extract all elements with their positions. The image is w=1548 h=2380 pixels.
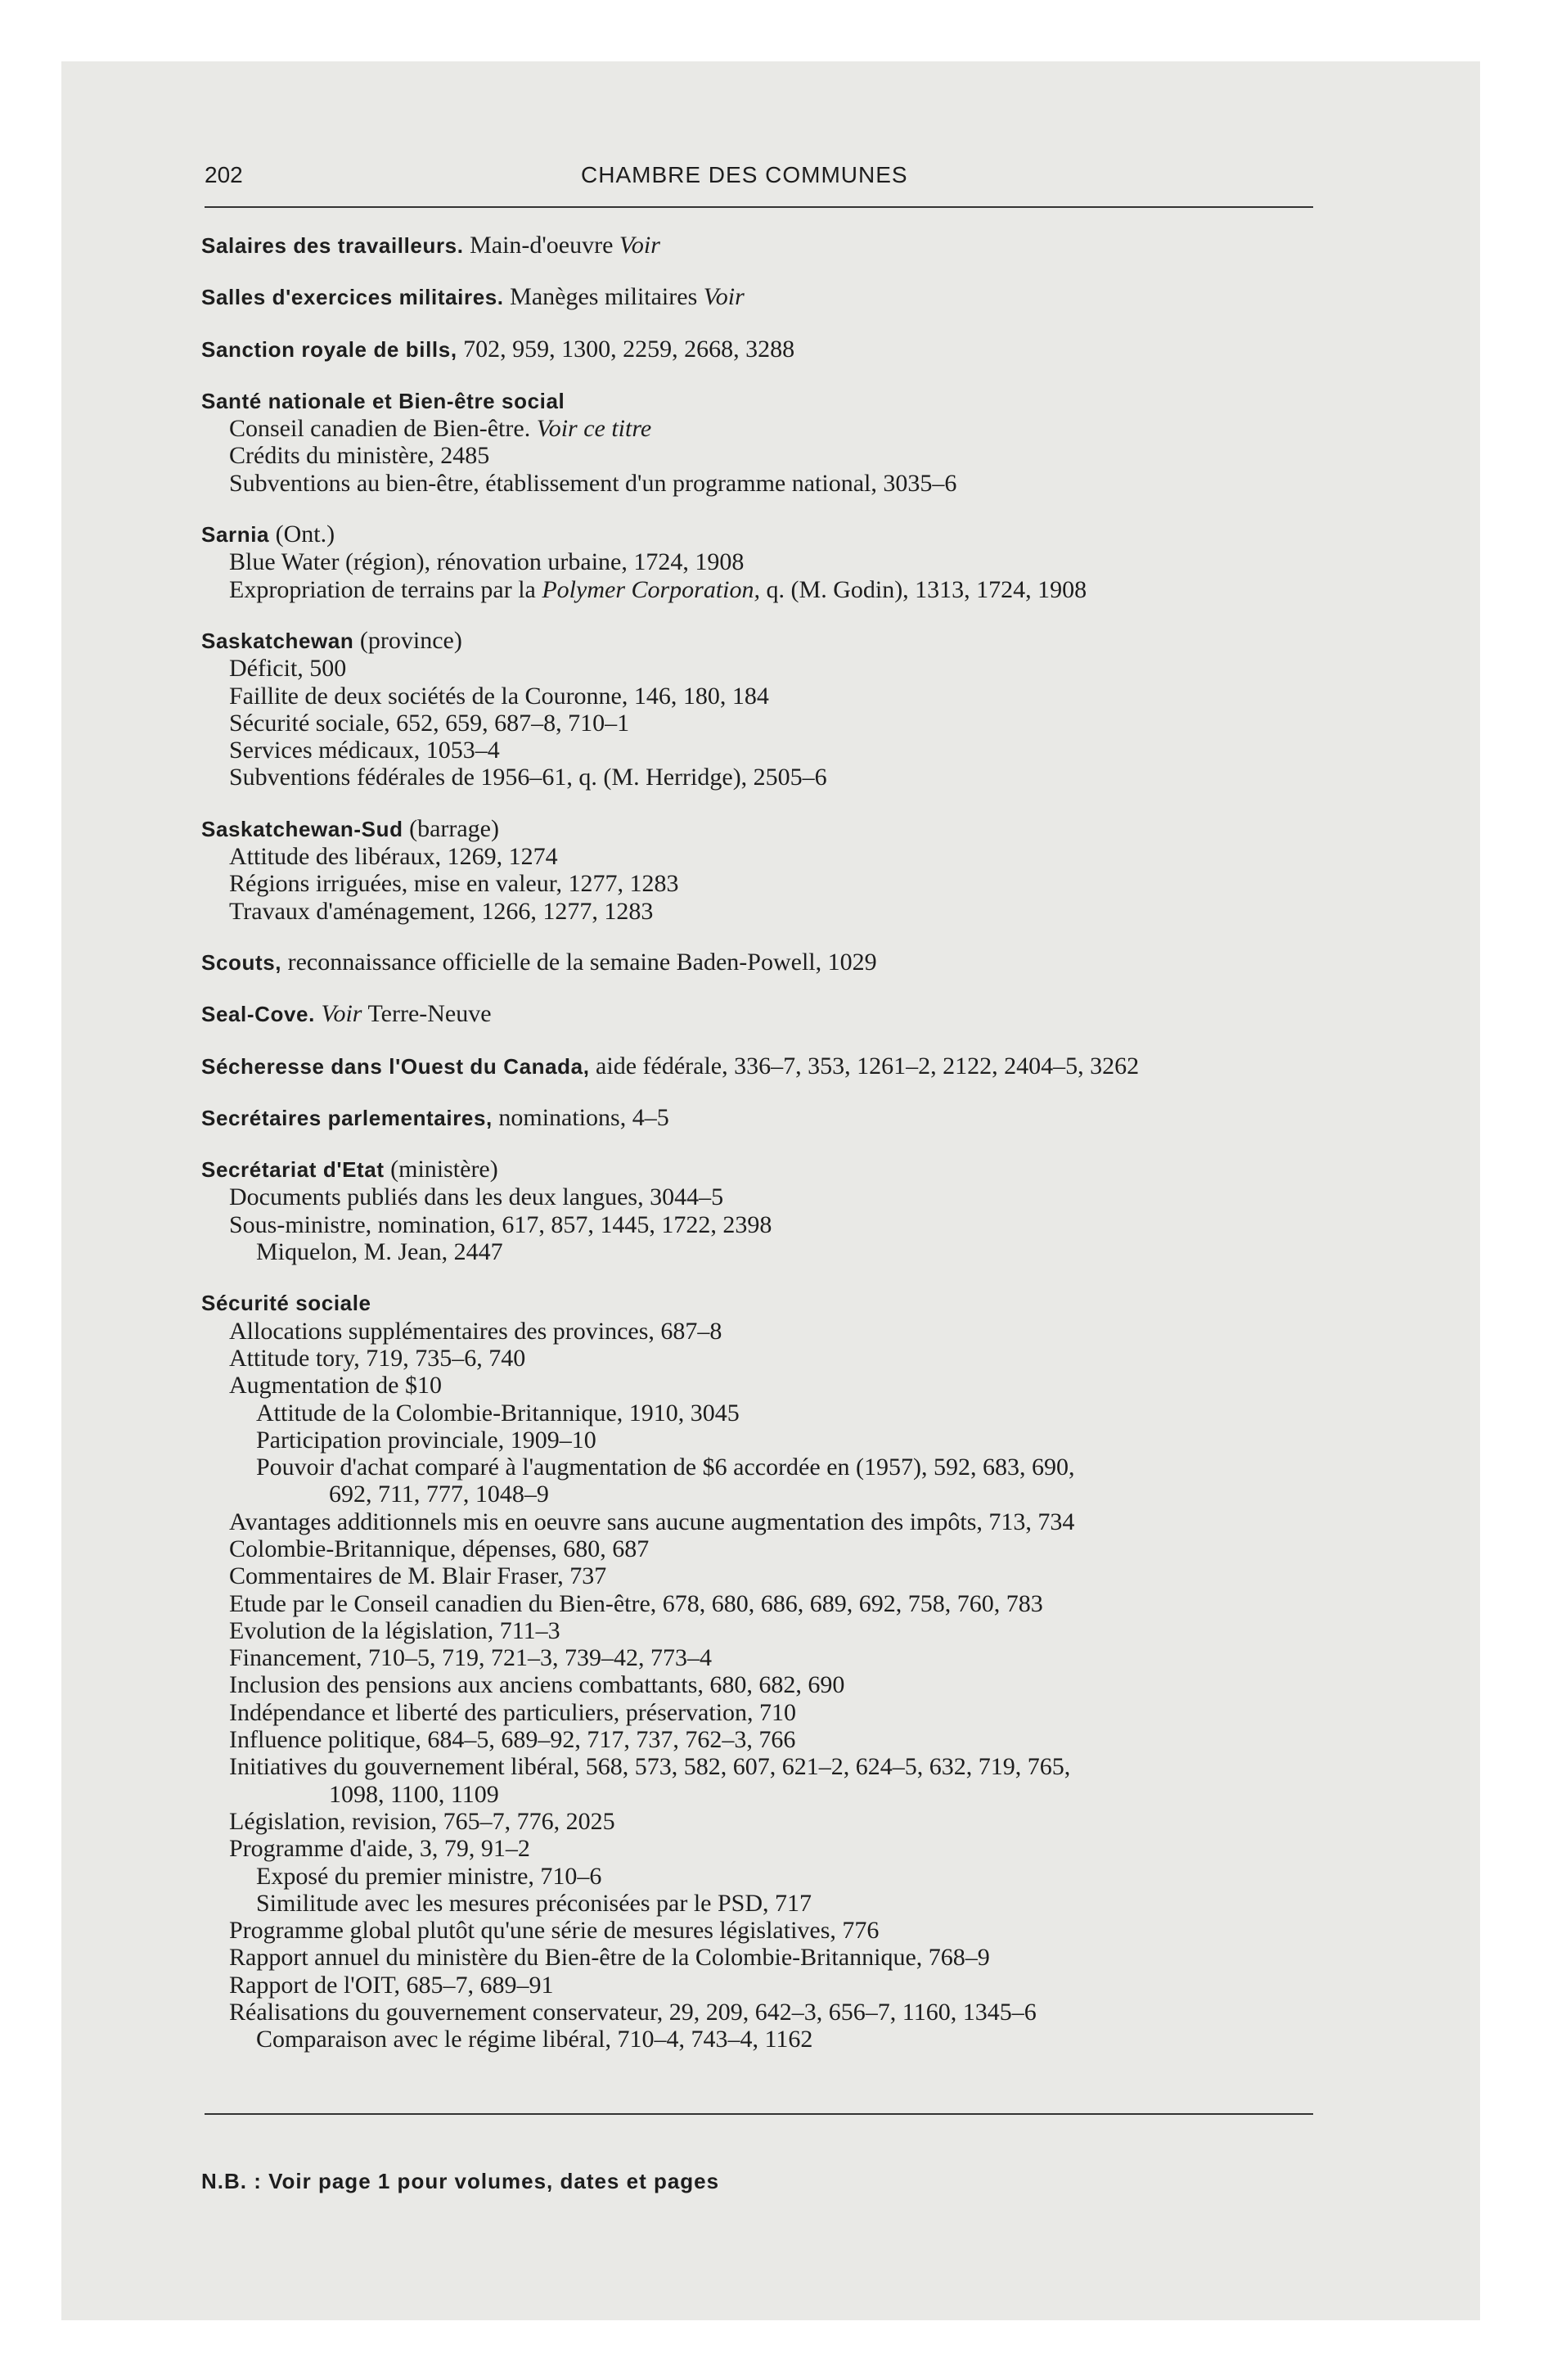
entry-sub-line [201,1644,1347,1671]
entry-sub-line [201,1562,1347,1589]
entry-text: Miquelon, M. Jean, 2447 [256,1238,503,1266]
entry-text: Réalisations du gouvernement conservateur, 29, 209, 642–3, 656–7, 1160, 1345–6 [229,1999,1037,2026]
entry-text: Attitude des libéraux, 1269, 1274 [229,843,558,871]
entry-text: (Ont.) [275,521,335,548]
entry-keyword: Sécheresse dans l'Ouest du Canada, [201,1053,590,1079]
entry-sub-line [201,870,1347,897]
entry-heading-line [201,336,1347,363]
entry-sub-line [201,1726,1347,1753]
entry-sub-line [201,1318,1347,1345]
entry-text: Crédits du ministère, 2485 [229,442,490,470]
entry-sub-line [201,1699,1347,1726]
entry-sub-line [201,1781,1347,1808]
entry-sub-line [201,843,1347,870]
page-number: 202 [205,162,243,187]
entry-text: Programme d'aide, 3, 79, 91–2 [229,1835,530,1863]
footer-note: N.B. : Voir page 1 pour volumes, dates et pages [201,2169,720,2193]
entry-sub-line [201,1753,1347,1780]
entry-sub-line [201,1400,1347,1427]
entry-crossref: Voir [619,232,660,259]
entry-text: Programme global plutôt qu'une série de mesures législatives, 776 [229,1917,880,1945]
entry-sub-line [201,470,1347,497]
index-entry [201,283,1347,311]
index-entry [201,1053,1347,1080]
entry-sub-line [201,415,1347,442]
entry-sub-line [201,1999,1347,2026]
entry-heading-line [201,1053,1347,1080]
entry-heading-line [201,815,1347,843]
entry-keyword: Saskatchewan-Sud [201,816,403,841]
entry-text: Subventions fédérales de 1956–61, q. (M. Herridge), 2505–6 [229,764,827,791]
header-rule [205,206,1313,208]
entry-text: aide fédérale, 336–7, 353, 1261–2, 2122, 2404–5, 3262 [596,1052,1140,1080]
entry-sub-line [201,1535,1347,1562]
entry-text: Attitude de la Colombie-Britannique, 1910, 3045 [256,1399,740,1427]
entry-sub-line [201,1427,1347,1454]
entry-text: Blue Water (région), rénovation urbaine, 1724, 1908 [229,548,745,576]
entry-sub-line [201,1808,1347,1835]
entry-text: Subventions au bien-être, établissement d'un programme national, 3035–6 [229,469,957,497]
entry-text: q. (M. Godin), 1313, 1724, 1908 [766,575,1087,603]
entry-crossref: Voir [321,1000,362,1028]
entry-sub-line [201,898,1347,925]
index-entry [201,232,1347,259]
entry-text: Régions irriguées, mise en valeur, 1277, 1283 [229,870,679,898]
entry-keyword: Saskatchewan [201,628,354,653]
entry-sub-line [201,1454,1347,1481]
entry-sub-line [201,1211,1347,1238]
entry-text: (province) [359,626,462,654]
entry-text: Evolution de la législation, 711–3 [229,1616,560,1644]
index-entry [201,521,1347,603]
entry-sub-line [201,1345,1347,1372]
entry-sub-line [201,1508,1347,1535]
entry-text: Influence politique, 684–5, 689–92, 717, 737, 762–3, 766 [229,1726,796,1754]
index-entry [201,949,1347,976]
index-entry [201,336,1347,363]
entry-sub-line [201,1617,1347,1644]
entry-heading-line [201,627,1347,655]
entry-crossref: Voir ce titre [536,415,652,443]
entry-keyword: Santé nationale et Bien-être social [201,388,565,413]
entry-text: Financement, 710–5, 719, 721–3, 739–42, 773–4 [229,1644,712,1672]
entry-keyword: Secrétaires parlementaires, [201,1105,493,1130]
entry-heading-line [201,283,1347,311]
entry-sub-line [201,1890,1347,1917]
entry-text: Services médicaux, 1053–4 [229,737,500,764]
entry-text: Inclusion des pensions aux anciens combattants, 680, 682, 690 [229,1671,845,1699]
entry-sub-line [201,548,1347,575]
index-entry [201,1000,1347,1028]
entry-heading-line [201,387,1347,415]
entry-sub-line [201,1835,1347,1862]
entry-sub-line [201,1372,1347,1399]
entry-text: 702, 959, 1300, 2259, 2668, 3288 [463,335,795,363]
entry-text: Indépendance et liberté des particuliers, préservation, 710 [229,1698,797,1726]
index-entry [201,815,1347,925]
index-entry [201,387,1347,497]
entry-keyword: Seal-Cove. [201,1002,315,1027]
entry-sub-line [201,1481,1347,1508]
entry-text: Augmentation de $10 [229,1372,442,1400]
entry-text: nominations, 4–5 [498,1103,669,1131]
entry-text: Exposé du premier ministre, 710–6 [256,1862,602,1890]
entry-sub-line [201,710,1347,737]
entry-text: Allocations supplémentaires des provinces, 687–8 [229,1317,722,1345]
entry-text: reconnaissance officielle de la semaine Baden-Powell, 1029 [287,948,877,976]
entry-crossref: Polymer Corporation, [542,575,761,603]
entry-heading-line [201,1000,1347,1028]
entry-text: Législation, revision, 765–7, 776, 2025 [229,1807,615,1835]
entry-text: (barrage) [409,814,499,842]
entry-text: Faillite de deux sociétés de la Couronne, 146, 180, 184 [229,682,769,710]
entry-keyword: Sarnia [201,522,270,548]
entry-keyword: Sécurité sociale [201,1291,371,1316]
entry-heading-line [201,1289,1347,1317]
entry-text: Commentaires de M. Blair Fraser, 737 [229,1562,607,1590]
entry-heading-line [201,949,1347,976]
entry-text: Rapport de l'OIT, 685–7, 689–91 [229,1971,554,1999]
entry-keyword: Salaires des travailleurs. [201,233,464,258]
entry-heading-line [201,1104,1347,1132]
page-title: CHAMBRE DES COMMUNES [581,162,908,187]
entry-text: Rapport annuel du ministère du Bien-être de la Colombie-Britannique, 768–9 [229,1944,990,1972]
index-entry [201,1289,1347,2053]
entry-text: Comparaison avec le régime libéral, 710–4, 743–4, 1162 [256,2026,813,2053]
entry-heading-line [201,521,1347,548]
entry-crossref: Voir [703,283,745,311]
entry-text: Expropriation de terrains par la [229,575,536,603]
entry-sub-line [201,764,1347,791]
entry-sub-line [201,1238,1347,1265]
entry-text: Attitude tory, 719, 735–6, 740 [229,1344,526,1372]
entry-text: (ministère) [390,1156,498,1183]
entry-sub-line [201,1671,1347,1698]
entry-text: Similitude avec les mesures préconisées par le PSD, 717 [256,1889,812,1917]
index-entry [201,1156,1347,1265]
entry-sub-line [201,1972,1347,1999]
entry-text: Pouvoir d'achat comparé à l'augmentation de $6 accordée en (1957), 592, 683, 690, [256,1454,1075,1481]
entry-text: Conseil canadien de Bien-être. [229,415,531,443]
entry-sub-line [201,1183,1347,1210]
entry-text: Documents publiés dans les deux langues, 3044–5 [229,1183,724,1211]
entry-text: Sécurité sociale, 652, 659, 687–8, 710–1 [229,709,630,737]
entry-text: Terre-Neuve [367,1000,492,1028]
entry-text: Initiatives du gouvernement libéral, 568, 573, 582, 607, 621–2, 624–5, 632, 719, 765, [229,1753,1071,1781]
index-entry [201,1104,1347,1132]
entry-heading-line [201,232,1347,259]
entry-sub-line [201,1590,1347,1617]
entry-sub-line [201,1917,1347,1944]
entry-text: 1098, 1100, 1109 [329,1780,499,1808]
footer-rule [205,2113,1313,2115]
entry-text: Sous-ministre, nomination, 617, 857, 1445, 1722, 2398 [229,1210,772,1238]
entry-text: Main-d'oeuvre [470,232,614,259]
entry-sub-line [201,655,1347,682]
index-entry [201,627,1347,791]
entry-text: Participation provinciale, 1909–10 [256,1426,596,1454]
entry-text: Avantages additionnels mis en oeuvre sans aucune augmentation des impôts, 713, 734 [229,1508,1075,1535]
entry-text: Colombie-Britannique, dépenses, 680, 687 [229,1535,650,1562]
entry-text: Manèges militaires [510,283,698,311]
entry-sub-line [201,1944,1347,1971]
entry-text: Déficit, 500 [229,655,347,683]
entry-text: Etude par le Conseil canadien du Bien-être, 678, 680, 686, 689, 692, 758, 760, 783 [229,1589,1043,1617]
entry-heading-line [201,1156,1347,1183]
entry-keyword: Salles d'exercices militaires. [201,285,504,310]
entry-keyword: Scouts, [201,949,282,975]
entry-keyword: Secrétariat d'Etat [201,1157,385,1183]
entry-sub-line [201,2026,1347,2053]
page-header [205,156,1313,196]
entry-sub-line [201,576,1347,603]
entry-sub-line [201,737,1347,764]
entry-text: Travaux d'aménagement, 1266, 1277, 1283 [229,897,654,925]
entry-sub-line [201,1863,1347,1890]
entry-sub-line [201,442,1347,469]
entry-sub-line [201,683,1347,710]
index-entries [201,232,1347,2077]
entry-text: 692, 711, 777, 1048–9 [329,1481,549,1508]
entry-keyword: Sanction royale de bills, [201,336,457,362]
